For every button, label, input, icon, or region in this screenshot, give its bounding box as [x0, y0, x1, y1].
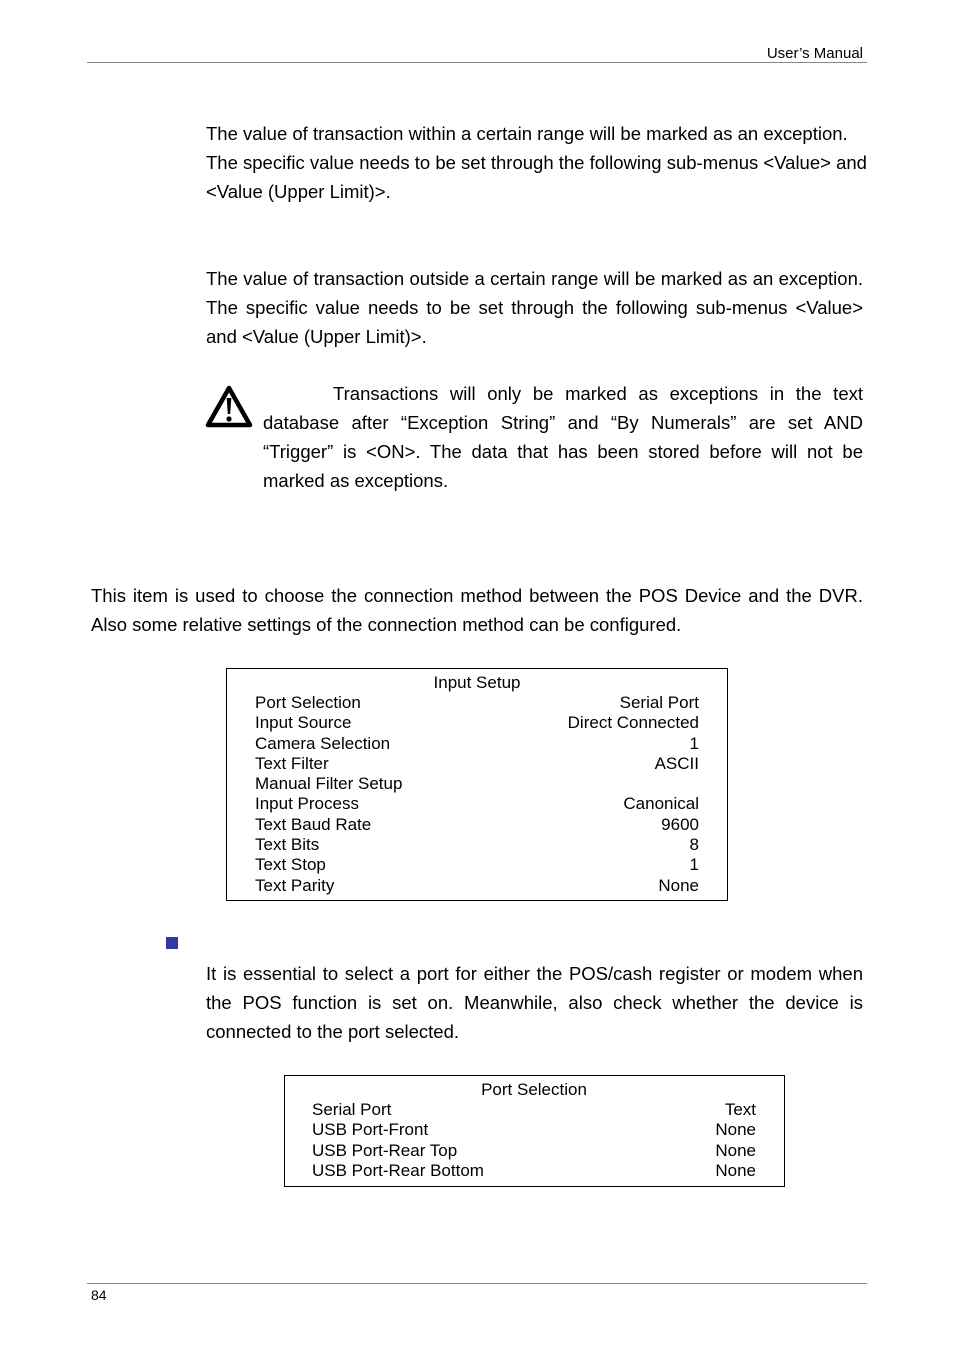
- menu-row-label: USB Port-Rear Top: [312, 1140, 458, 1160]
- menu-row: [312, 1161, 756, 1181]
- menu-row-label: USB Port-Rear Bottom: [312, 1160, 484, 1180]
- menu-row-value: None: [715, 1160, 756, 1180]
- menu-row-label: Text Filter: [255, 753, 329, 773]
- menu-row-label: Input Source: [255, 713, 352, 733]
- menu-row-label: Manual Filter Setup: [255, 774, 403, 794]
- menu-row: [255, 693, 699, 713]
- menu-row-label: Text Stop: [255, 855, 326, 875]
- menu-row: [312, 1100, 756, 1120]
- input-setup-menu: [226, 668, 728, 901]
- menu-row: [255, 734, 699, 754]
- menu-row-value: Direct Connected: [567, 713, 699, 733]
- menu-row: [255, 774, 699, 794]
- menu-row-label: Text Parity: [255, 875, 335, 895]
- menu-row: [255, 794, 699, 814]
- menu-row-value: Serial Port: [619, 693, 699, 712]
- menu-row: [255, 835, 699, 855]
- section-bullet-icon: [166, 937, 178, 949]
- warning-triangle-icon: [205, 384, 253, 430]
- menu-row-value: 1: [689, 855, 699, 875]
- header-divider: [87, 62, 867, 63]
- menu-row-label: Camera Selection: [255, 733, 391, 753]
- menu-row-value: None: [658, 875, 699, 895]
- menu-row-value: Text: [724, 1100, 756, 1119]
- menu-row-value: Canonical: [623, 794, 699, 814]
- menu-row: [312, 1141, 756, 1161]
- menu-row: [255, 713, 699, 733]
- menu-row-value: 1: [689, 733, 699, 753]
- menu-row: [255, 754, 699, 774]
- exception-note: Transactions will only be marked as exceptions in the text database after “Exception String” and “By Numerals” are set AND “Trigger” is <ON>. The data that has been stored before will not be marked as exceptions.: [263, 383, 863, 491]
- footer-divider: [87, 1283, 867, 1284]
- within-range-paragraph: The value of transaction within a certain range will be marked as an exception. The specific value needs to be set through the following sub-menus <Value> and <Value (Upper Limit)>.: [206, 123, 867, 202]
- menu-row-value: 9600: [661, 814, 699, 834]
- page-number: 84: [91, 1287, 107, 1303]
- outside-range-paragraph: The value of transaction outside a certain range will be marked as an exception. The specific value needs to be set through the following sub-menus <Value> and <Value (Upper Limit)>.: [206, 268, 863, 347]
- menu-row-label: Input Process: [255, 794, 359, 814]
- port-selection-menu: [284, 1075, 785, 1187]
- menu-row-label: Text Baud Rate: [255, 814, 372, 834]
- menu-row-value: 8: [689, 835, 699, 855]
- menu-row: [255, 855, 699, 875]
- menu-row-label: Text Bits: [255, 835, 320, 855]
- menu-row: [312, 1120, 756, 1140]
- menu-title: Input Setup: [433, 673, 521, 692]
- menu-row-value: None: [715, 1120, 756, 1140]
- menu-row: [255, 815, 699, 835]
- menu-row-label: Serial Port: [312, 1100, 392, 1119]
- menu-row: [255, 876, 699, 896]
- menu-row-value: None: [715, 1140, 756, 1160]
- input-setup-intro: This item is used to choose the connection method between the POS Device and the DVR. Also some relative settings of the connection method can be configured.: [91, 585, 863, 635]
- menu-row-label: Port Selection: [255, 693, 361, 712]
- port-selection-intro: It is essential to select a port for either the POS/cash register or modem when the POS function is set on. Meanwhile, also check whether the device is connected to the port selected.: [206, 963, 863, 1042]
- menu-title: Port Selection: [481, 1080, 587, 1099]
- menu-row-value: ASCII: [654, 753, 699, 773]
- menu-row-label: USB Port-Front: [312, 1120, 429, 1140]
- header-title: User’s Manual: [766, 45, 863, 62]
